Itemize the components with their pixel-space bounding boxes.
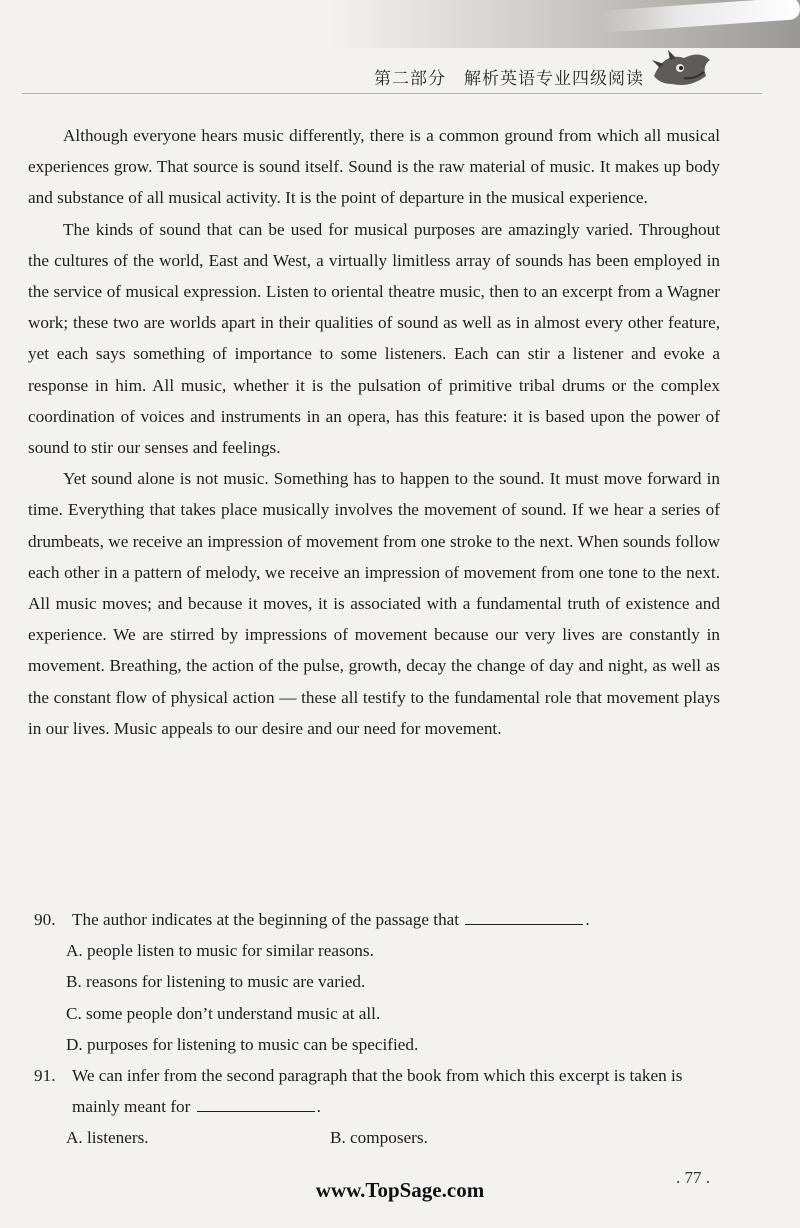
- question-stem: [72, 1060, 728, 1122]
- question-stem-end: .: [585, 910, 590, 929]
- option-b: B. reasons for listening to music are varied.: [66, 972, 366, 992]
- header-title: 第二部分 解析英语专业四级阅读: [374, 69, 644, 89]
- page-number: . 77 .: [676, 1168, 710, 1187]
- option-c: C. some people don’t understand music at all.: [66, 1003, 381, 1023]
- option-b: B. composers.: [330, 1128, 428, 1148]
- question-stem-text: We can infer from the second paragraph that the book from which this excerpt is taken is mainly meant for: [72, 1066, 683, 1117]
- footer-url: www.TopSage.com: [315, 1178, 485, 1202]
- passage: [28, 120, 720, 744]
- options-row: [28, 1122, 728, 1153]
- question-number: 91.: [34, 1066, 56, 1086]
- question-number: 90.: [34, 910, 56, 929]
- mascot-icon: [650, 46, 716, 92]
- question-90: [28, 904, 728, 935]
- paragraph-2: The kinds of sound that can be used for musical purposes are amazingly varied. Throughout the cultures of the world, East and West, a virtually limitless array of sounds has been employed in the service of musical expression. Listen to oriental theatre music, then to an excerpt from a Wagner work; these two are worlds apart in their qualities of sound as well as in almost every other feature, yet each says something of importance to some listeners. Each can stir a listener and evoke a response in him. All music, whether it is the pulsation of primitive tribal drums or the complex coordination of voices and instruments in an opera, has this feature: it is based upon the power of sound to stir our senses and feelings.: [28, 219, 720, 458]
- option-d: D. purposes for listening to music can be specified.: [66, 1034, 419, 1054]
- question-stem: [72, 904, 728, 935]
- paragraph-3: Yet sound alone is not music. Something has to happen to the sound. It must move forward in time. Everything that takes place musically involves the movement of sound. If we hear a series of drumbeats, we receive an impression of movement from one stroke to the next. When sounds follow each other in a pattern of melody, we receive an impression of movement from one tone to the next. All music moves; and because it moves, it is associated with a fundamental truth of existence and experience. We are stirred by impressions of movement because our very lives are constantly in movement. Breathing, the action of the pulse, growth, decay the change of day and night, as well as the constant flow of physical action — these all testify to the fundamental role that movement plays in our lives. Music appeals to our desire and our need for movement.: [28, 469, 720, 738]
- answer-blank: [197, 1093, 315, 1112]
- paragraph-1: Although everyone hears music differently, there is a common ground from which all musical experiences grow. That source is sound itself. Sound is the raw material of music. It makes up body and substance of all musical activity. It is the point of departure in the musical experience.: [28, 126, 720, 208]
- header-divider: [22, 93, 762, 94]
- answer-blank: [465, 906, 583, 925]
- question-stem-text: The author indicates at the beginning of the passage that: [72, 910, 460, 929]
- option-a: A. people listen to music for similar reasons.: [66, 941, 374, 961]
- questions: [28, 904, 728, 1154]
- option-a: A. listeners.: [66, 1128, 149, 1148]
- question-stem-end: .: [316, 1097, 321, 1117]
- question-91: [28, 1060, 728, 1122]
